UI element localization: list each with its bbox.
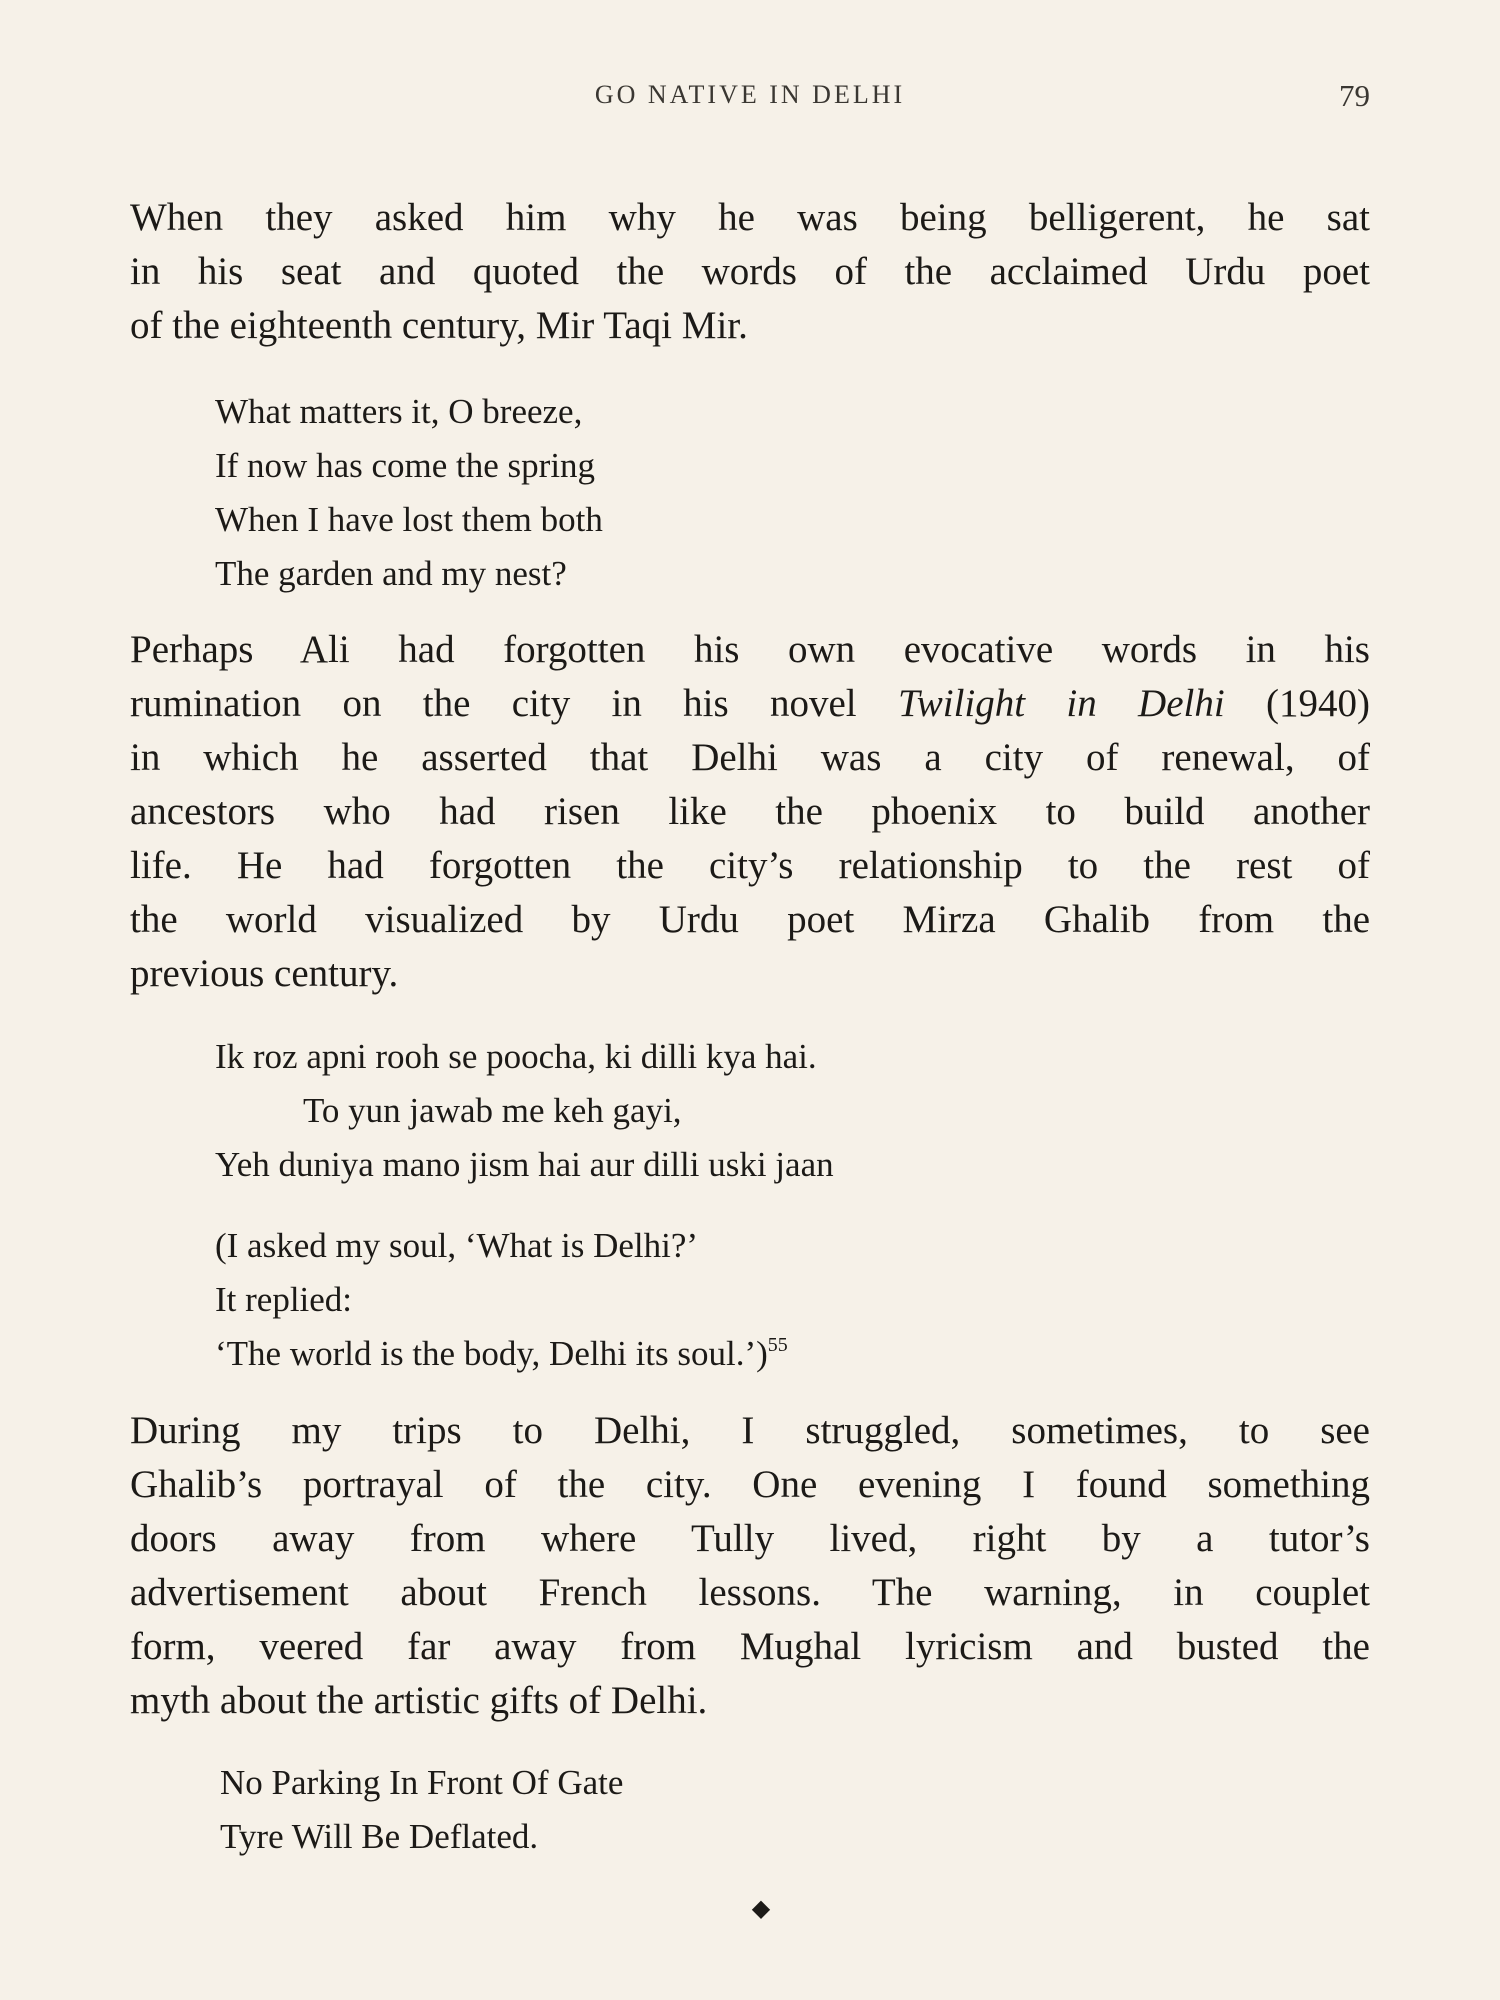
verse-line: [215, 1327, 788, 1381]
page-header: [130, 80, 1370, 120]
verse-mir: [215, 385, 603, 601]
footnote-reference[interactable]: 55: [767, 1334, 788, 1356]
verse-parking-sign: [220, 1756, 623, 1864]
text-line: form, veered far away from Mughal lyricism and busted the: [130, 1625, 1370, 1668]
text-line: in his seat and quoted the words of the acclaimed Urdu poet: [130, 250, 1370, 293]
text-line: ancestors who had risen like the phoenix to build another: [130, 790, 1370, 833]
verse-line: To yun jawab me keh gayi,: [303, 1091, 682, 1130]
text-line: of the eighteenth century, Mir Taqi Mir.: [130, 304, 748, 347]
text-segment: rumination on the city in his novel: [130, 682, 898, 725]
text-segment: ‘The world is the body, Delhi its soul.’): [215, 1334, 768, 1373]
verse-line: It replied:: [215, 1280, 353, 1319]
text-line: During my trips to Delhi, I struggled, sometimes, to see: [130, 1409, 1370, 1452]
verse-line: (I asked my soul, ‘What is Delhi?’: [215, 1226, 699, 1265]
book-title: Twilight in Delhi: [897, 682, 1225, 725]
text-segment: (1940): [1224, 682, 1370, 725]
text-line: the world visualized by Urdu poet Mirza Ghalib from the: [130, 898, 1370, 941]
text-line: advertisement about French lessons. The warning, in couplet: [130, 1571, 1370, 1614]
paragraph-1: [130, 191, 1370, 353]
verse-line: Yeh duniya mano jism hai aur dilli uski jaan: [215, 1145, 834, 1184]
text-line: life. He had forgotten the city’s relationship to the rest of: [130, 844, 1370, 887]
running-head: GO NATIVE IN DELHI: [594, 80, 906, 109]
text-line: Perhaps Ali had forgotten his own evocative words in his: [130, 628, 1370, 671]
verse-ghalib-translation: [215, 1219, 788, 1381]
text-line: previous century.: [130, 952, 399, 995]
verse-line: When I have lost them both: [215, 500, 603, 539]
verse-line: Ik roz apni rooh se poocha, ki dilli kya hai.: [215, 1037, 817, 1076]
verse-line: If now has come the spring: [215, 446, 596, 485]
verse-ghalib-urdu: [215, 1030, 834, 1192]
text-line: When they asked him why he was being belligerent, he sat: [130, 196, 1370, 239]
verse-line: The garden and my nest?: [215, 554, 567, 593]
page-number: 79: [1339, 78, 1370, 113]
section-break-diamond-icon: ◆: [751, 1896, 771, 1922]
text-line: in which he asserted that Delhi was a city of renewal, of: [130, 736, 1370, 779]
paragraph-3: [130, 1404, 1370, 1728]
text-line: doors away from where Tully lived, right by a tutor’s: [130, 1517, 1370, 1560]
verse-line: What matters it, O breeze,: [215, 392, 583, 431]
text-line: Ghalib’s portrayal of the city. One evening I found something: [130, 1463, 1370, 1506]
paragraph-2: [130, 623, 1370, 1001]
verse-line: Tyre Will Be Deflated.: [220, 1817, 539, 1856]
verse-line: No Parking In Front Of Gate: [220, 1763, 624, 1802]
text-line: myth about the artistic gifts of Delhi.: [130, 1679, 708, 1722]
text-line: [130, 677, 1370, 731]
